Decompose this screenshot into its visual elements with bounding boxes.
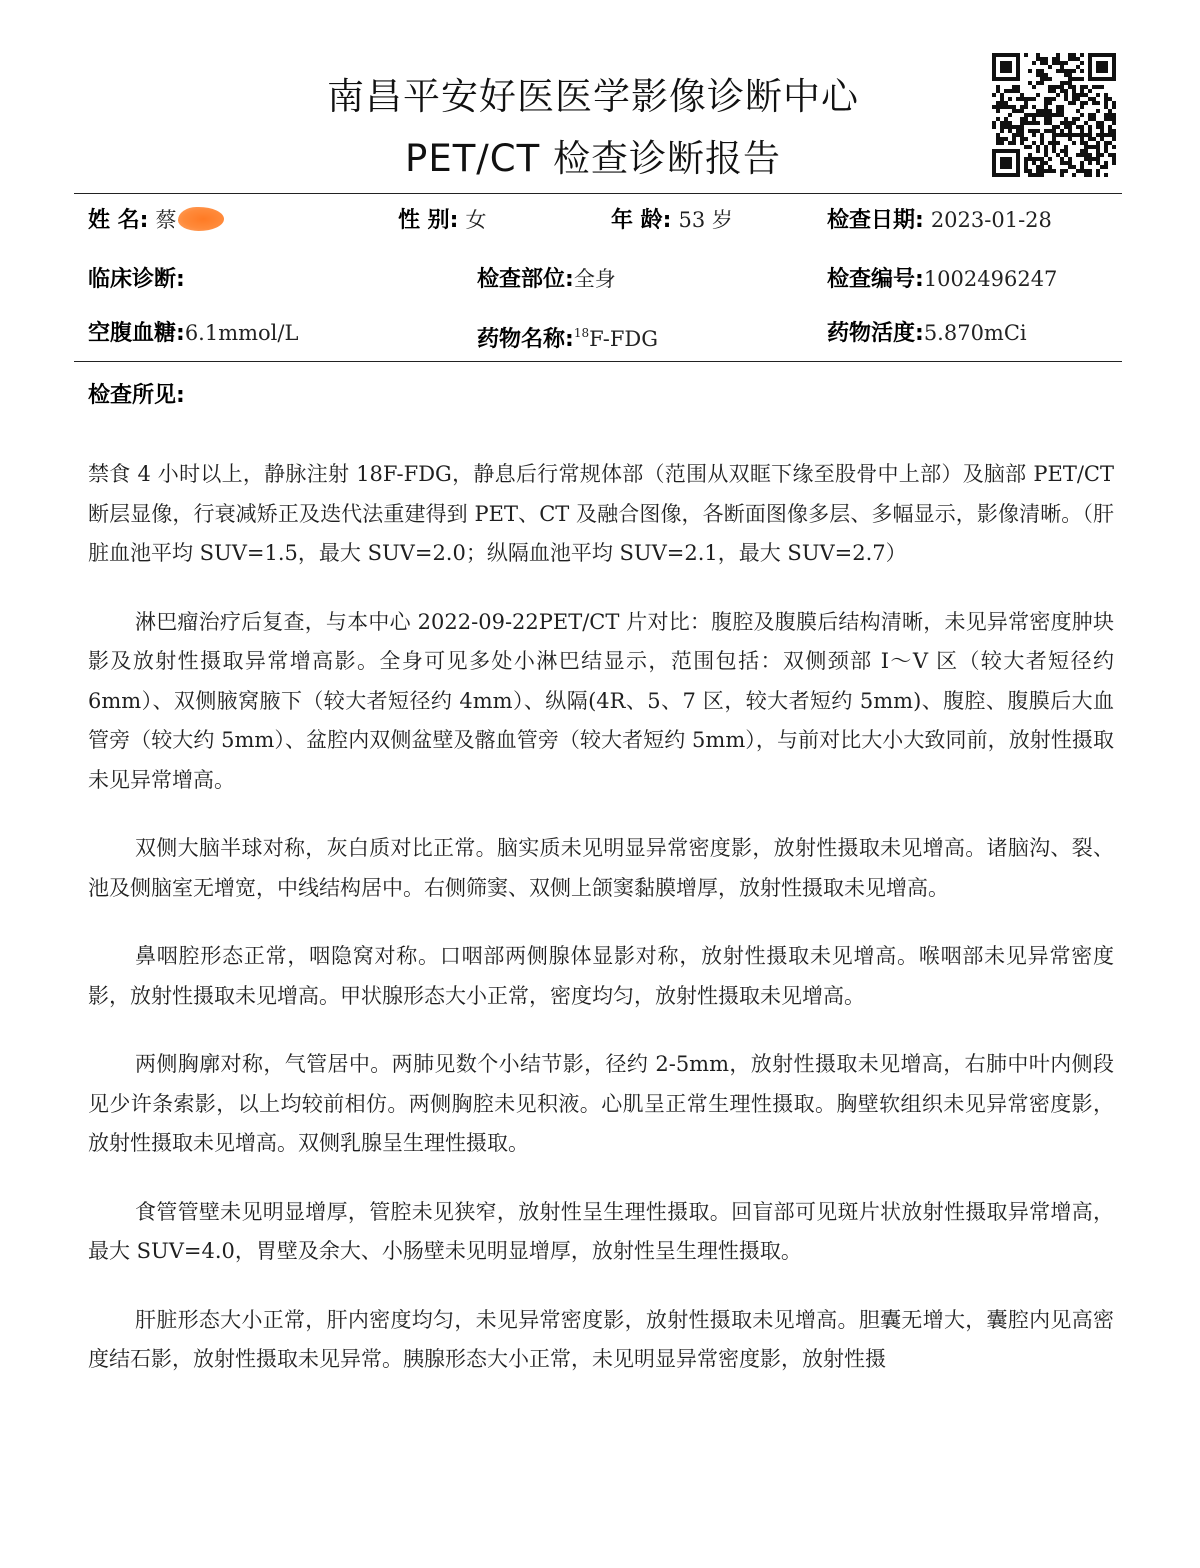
findings-paragraph: 双侧大脑半球对称，灰白质对比正常。脑实质未见明显异常密度影，放射性摄取未见增高。诸脑沟、裂、池及侧脑室无增宽，中线结构居中。右侧筛窦、双侧上颌窦黏膜增厚，放射性摄取未见增高。 (88, 836, 1114, 900)
findings-heading: 检查所见: (88, 383, 185, 408)
findings-paragraph: 两侧胸廓对称，气管居中。两肺见数个小结节影，径约 2-5mm，放射性摄取未见增高，右肺中叶内侧段见少许条索影，以上均较前相仿。两侧胸腔未见积液。心肌呈正常生理性摄取。胸壁软组织未见异常密度影，放射性摄取未见增高。双侧乳腺呈生理性摄取。 (88, 1052, 1114, 1155)
exam-number-label: 检查编号: (827, 267, 924, 292)
fasting-glucose-label: 空腹血糖: (88, 321, 185, 346)
findings-paragraph: 鼻咽腔形态正常，咽隐窝对称。口咽部两侧腺体显影对称，放射性摄取未见增高。喉咽部未见异常密度影，放射性摄取未见增高。甲状腺形态大小正常，密度均匀，放射性摄取未见增高。 (88, 944, 1114, 1008)
report-title-institution: 南昌平安好医医学影像诊断中心 (327, 75, 859, 118)
findings-paragraph: 禁食 4 小时以上，静脉注射 18F-FDG，静息后行常规体部（范围从双眶下缘至股骨中上部）及脑部 PET/CT 断层显像，行衰减矫正及迭代法重建得到 PET、CT 及融合图像，各断面图像多层、多幅显示，影像清晰。（肝脏血池平均 SUV=1.5，最大 SUV=2.0；纵隔血池平均 SUV=2.1，最大 SUV=2.7） (88, 462, 1114, 565)
clinical-diagnosis-field (88, 264, 185, 295)
drug-name-label: 药物名称: (477, 327, 574, 352)
patient-gender-label: 性 别: (398, 208, 459, 233)
patient-age-field (611, 205, 733, 236)
redaction-mark (178, 207, 224, 231)
fasting-glucose-value: 6.1mmol/L (184, 321, 299, 345)
info-divider (74, 361, 1122, 362)
exam-site-field (477, 264, 616, 295)
exam-date-value: 2023-01-28 (930, 208, 1052, 232)
patient-name-field (88, 205, 224, 236)
exam-date-label: 检查日期: (827, 208, 924, 233)
fasting-glucose-field (88, 318, 298, 349)
exam-site-value: 全身 (573, 267, 616, 291)
patient-age-value: 53 岁 (678, 208, 733, 232)
exam-date-field (827, 205, 1052, 236)
exam-site-label: 检查部位: (477, 267, 574, 292)
drug-name-field (477, 318, 658, 355)
header-divider (74, 193, 1122, 194)
findings-paragraph: 食管管壁未见明显增厚，管腔未见狭窄，放射性呈生理性摄取。回盲部可见斑片状放射性摄取异常增高，最大 SUV=4.0，胃壁及余大、小肠壁未见明显增厚，放射性呈生理性摄取。 (88, 1199, 1114, 1263)
patient-name-label: 姓 名: (88, 208, 149, 233)
drug-activity-value: 5.870mCi (923, 321, 1027, 345)
drug-name-value: F-FDG (589, 327, 658, 351)
findings-paragraph: 肝脏形态大小正常，肝内密度均匀，未见异常密度影，放射性摄取未见增高。胆囊无增大，囊腔内见高密度结石影，放射性摄取未见异常。胰腺形态大小正常，未见明显异常密度影，放射性摄 (88, 1307, 1114, 1371)
drug-activity-field (827, 318, 1027, 349)
exam-number-field (827, 264, 1057, 295)
patient-gender-field (398, 205, 486, 236)
patient-age-label: 年 龄: (611, 208, 672, 233)
qr-code-icon (992, 53, 1116, 177)
exam-number-value: 1002496247 (923, 267, 1058, 291)
clinical-diagnosis-label: 临床诊断: (88, 267, 185, 292)
findings-paragraph: 淋巴瘤治疗后复查，与本中心 2022-09-22PET/CT 片对比：腹腔及腹膜后结构清晰，未见异常密度肿块影及放射性摄取异常增高影。全身可见多处小淋巴结显示，范围包括：双侧颈部 I～V 区（较大者短径约 6mm）、双侧腋窝腋下（较大者短径约 4mm）、纵隔(4R、5、7 区，较大者短约 5mm)、腹腔、腹膜后大血管旁（较大约 5mm）、盆腔内双侧盆壁及髂血管旁（较大者短约 5mm），与前对比大小大致同前，放射性摄取未见异常增高。 (88, 609, 1114, 792)
drug-activity-label: 药物活度: (827, 321, 924, 346)
report-title-type: PET/CT 检查诊断报告 (405, 137, 781, 180)
patient-name-value: 蔡 (155, 208, 177, 232)
findings-body (88, 455, 1114, 1409)
patient-gender-value: 女 (465, 208, 487, 232)
drug-isotope-superscript: 18 (573, 326, 590, 340)
